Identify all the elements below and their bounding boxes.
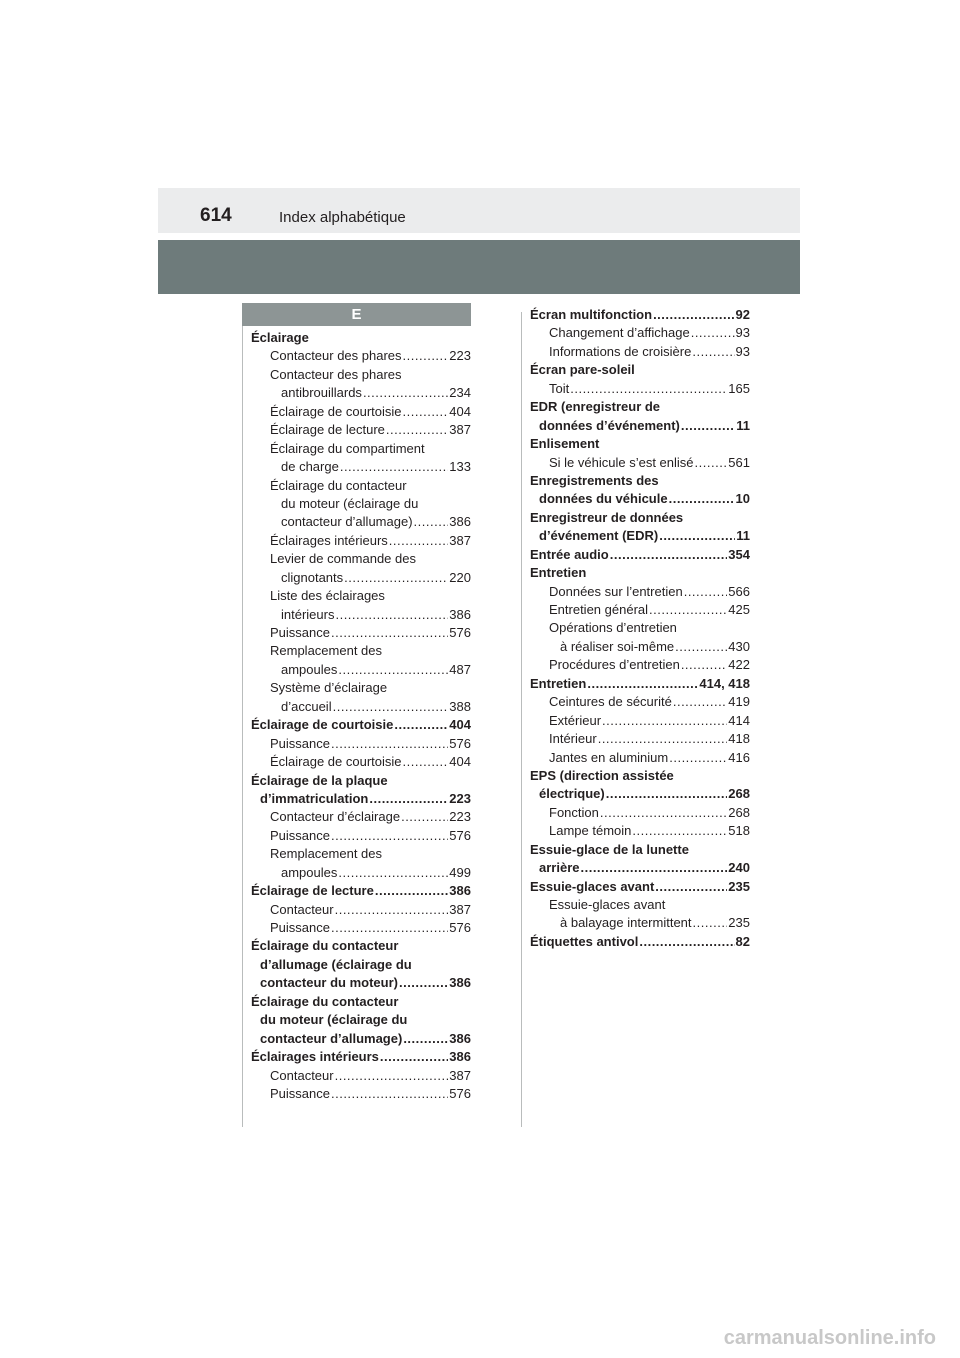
entry-text: Essuie-glace de la lunette bbox=[530, 841, 689, 857]
page-reference: 223 bbox=[449, 790, 471, 806]
index-subentry bbox=[251, 808, 471, 826]
dot-leader bbox=[606, 785, 728, 803]
index-subentry bbox=[530, 583, 750, 601]
entry-text: ampoules bbox=[281, 864, 338, 880]
index-subentry bbox=[530, 380, 750, 398]
dot-leader bbox=[653, 306, 734, 324]
page-reference: 268 bbox=[728, 786, 750, 802]
index-subentry bbox=[251, 624, 471, 642]
page-reference: 386 bbox=[449, 1049, 471, 1065]
entry-text: de charge bbox=[281, 459, 339, 475]
page-reference: 92 bbox=[735, 307, 750, 322]
entry-text: Remplacement des bbox=[270, 846, 382, 862]
index-entry bbox=[251, 772, 471, 790]
page-reference: 576 bbox=[449, 625, 471, 640]
dot-leader bbox=[632, 822, 727, 840]
entry-text: Éclairage de courtoisie bbox=[251, 717, 394, 733]
entry-text: Jantes en aluminium bbox=[549, 749, 669, 765]
index-entry bbox=[530, 675, 750, 693]
entry-text: Opérations d’entretien bbox=[549, 620, 677, 636]
page-reference: 235 bbox=[728, 878, 750, 894]
index-subentry bbox=[251, 421, 471, 439]
entry-text: Si le véhicule s’est enlisé bbox=[549, 454, 694, 470]
index-subentry bbox=[251, 477, 471, 495]
index-entry bbox=[530, 527, 750, 545]
page-reference: 93 bbox=[735, 343, 750, 359]
entry-text: Éclairages intérieurs bbox=[270, 532, 388, 548]
index-subentry bbox=[251, 845, 471, 863]
page-reference: 499 bbox=[449, 864, 471, 880]
index-subentry bbox=[251, 495, 471, 513]
dot-leader bbox=[394, 716, 448, 734]
entry-text: d’immatriculation bbox=[260, 790, 369, 806]
index-subentry bbox=[530, 454, 750, 472]
entry-text: Ceintures de sécurité bbox=[549, 694, 672, 710]
entry-text: Éclairage du contacteur bbox=[251, 938, 399, 954]
entry-text: Éclairage du compartiment bbox=[270, 440, 425, 456]
page-reference: 354 bbox=[728, 546, 750, 562]
entry-text: Essuie-glaces avant bbox=[549, 897, 666, 912]
entry-text: Fonction bbox=[549, 804, 599, 820]
dot-leader bbox=[695, 454, 728, 472]
page-reference: 386 bbox=[449, 883, 471, 899]
index-subentry bbox=[251, 550, 471, 568]
index-subentry bbox=[251, 513, 471, 531]
entry-text: Extérieur bbox=[549, 712, 602, 728]
entry-text: Contacteur bbox=[270, 1067, 334, 1083]
index-entry bbox=[530, 306, 750, 324]
index-subentry bbox=[530, 656, 750, 674]
index-subentry bbox=[530, 601, 750, 619]
page-reference: 11 bbox=[736, 528, 750, 544]
index-subentry bbox=[251, 642, 471, 660]
index-subentry bbox=[251, 569, 471, 587]
page-reference: 425 bbox=[728, 602, 750, 617]
dot-leader bbox=[414, 513, 449, 531]
index-entry bbox=[251, 1048, 471, 1066]
dot-leader bbox=[403, 403, 449, 421]
entry-text: Système d’éclairage bbox=[270, 680, 388, 696]
dot-leader bbox=[331, 624, 448, 642]
index-entry bbox=[251, 974, 471, 992]
dot-leader bbox=[580, 859, 727, 877]
entry-text: ampoules bbox=[281, 661, 338, 677]
dot-leader bbox=[692, 343, 734, 361]
index-subentry bbox=[251, 753, 471, 771]
dot-leader bbox=[570, 380, 727, 398]
entry-text: arrière bbox=[539, 860, 580, 876]
dot-leader bbox=[403, 753, 449, 771]
mid-column-rule bbox=[521, 312, 522, 1127]
page-reference: 388 bbox=[449, 698, 471, 714]
section-letter: E bbox=[242, 303, 471, 326]
page-reference: 234 bbox=[449, 385, 471, 401]
entry-text: Contacteur d’éclairage bbox=[270, 809, 401, 825]
page-reference: 518 bbox=[728, 823, 750, 839]
page-reference: 235 bbox=[728, 915, 750, 931]
index-entry bbox=[530, 361, 750, 379]
index-subentry bbox=[251, 679, 471, 697]
entry-text: intérieurs bbox=[281, 606, 335, 622]
index-subentry bbox=[251, 458, 471, 476]
entry-text: Éclairage de courtoisie bbox=[270, 754, 402, 770]
index-subentry bbox=[530, 804, 750, 822]
dot-leader bbox=[333, 698, 449, 716]
index-subentry bbox=[251, 366, 471, 384]
index-subentry bbox=[530, 324, 750, 342]
index-entry bbox=[530, 435, 750, 453]
entry-text: Écran multifonction bbox=[530, 307, 653, 322]
page-reference: 223 bbox=[449, 348, 471, 364]
dot-leader bbox=[331, 1085, 448, 1103]
page-reference: 387 bbox=[449, 532, 471, 548]
grey-band bbox=[158, 240, 800, 294]
entry-text: Toit bbox=[549, 380, 570, 396]
dot-leader bbox=[331, 919, 448, 937]
entry-text: Enregistreur de données bbox=[530, 509, 684, 525]
entry-text: Lampe témoin bbox=[549, 823, 632, 839]
entry-text: EDR (enregistreur de bbox=[530, 399, 661, 415]
page-reference: 576 bbox=[449, 735, 471, 751]
index-entry bbox=[251, 937, 471, 955]
left-column-rule bbox=[242, 326, 243, 1127]
page-reference: 576 bbox=[449, 1085, 471, 1101]
entry-text: Liste des éclairages bbox=[270, 588, 385, 604]
entry-text: Levier de commande des bbox=[270, 551, 416, 567]
page-reference: 404 bbox=[449, 403, 471, 419]
index-entry bbox=[530, 564, 750, 582]
index-entry bbox=[530, 878, 750, 896]
index-entry bbox=[530, 472, 750, 490]
dot-leader bbox=[681, 417, 735, 435]
index-subentry bbox=[251, 901, 471, 919]
page-reference: 387 bbox=[449, 422, 471, 438]
index-entry bbox=[530, 841, 750, 859]
index-subentry bbox=[251, 384, 471, 402]
dot-leader bbox=[335, 1067, 449, 1085]
index-subentry bbox=[251, 864, 471, 882]
dot-leader bbox=[335, 606, 448, 624]
entry-text: Données sur l’entretien bbox=[549, 583, 683, 599]
entry-text: Procédures d’entretien bbox=[549, 657, 680, 673]
entry-text: du moteur (éclairage du bbox=[281, 495, 419, 511]
dot-leader bbox=[693, 914, 728, 932]
index-subentry bbox=[530, 638, 750, 656]
dot-leader bbox=[673, 693, 727, 711]
index-entry bbox=[251, 790, 471, 808]
entry-text: Intérieur bbox=[549, 731, 597, 747]
entry-text: Étiquettes antivol bbox=[530, 933, 639, 949]
page-reference: 386 bbox=[449, 975, 471, 991]
entry-text: Enlisement bbox=[530, 436, 600, 452]
entry-text: Enregistrements des bbox=[530, 472, 659, 488]
entry-text: Contacteur bbox=[270, 901, 334, 917]
dot-leader bbox=[344, 569, 448, 587]
index-entry bbox=[530, 859, 750, 877]
entry-text: Puissance bbox=[270, 1085, 330, 1101]
page-reference: 386 bbox=[449, 514, 471, 530]
entry-text: EPS (direction assistée bbox=[530, 767, 674, 783]
dot-leader bbox=[669, 749, 727, 767]
page-reference: 240 bbox=[728, 860, 750, 876]
index-subentry bbox=[251, 403, 471, 421]
dot-leader bbox=[587, 675, 698, 693]
dot-leader bbox=[401, 808, 448, 826]
index-entry bbox=[251, 1030, 471, 1048]
entry-text: Essuie-glaces avant bbox=[530, 878, 655, 894]
page-reference: 268 bbox=[728, 804, 750, 820]
index-subentry bbox=[251, 1085, 471, 1103]
entry-text: électrique) bbox=[539, 786, 605, 802]
entry-text: d’accueil bbox=[281, 698, 332, 714]
entry-text: contacteur d’allumage) bbox=[281, 514, 413, 530]
page-reference: 414 bbox=[728, 712, 750, 728]
page-reference: 419 bbox=[728, 694, 750, 710]
index-entry bbox=[530, 417, 750, 435]
dot-leader bbox=[331, 827, 448, 845]
entry-text: contacteur d’allumage) bbox=[260, 1030, 403, 1046]
dot-leader bbox=[684, 583, 728, 601]
entry-text: Puissance bbox=[270, 920, 330, 935]
dot-leader bbox=[675, 638, 727, 656]
index-entry bbox=[251, 882, 471, 900]
dot-leader bbox=[403, 347, 449, 365]
entry-text: données du véhicule bbox=[539, 491, 668, 507]
entry-text: clignotants bbox=[281, 569, 344, 585]
page-reference: 82 bbox=[735, 933, 750, 949]
dot-leader bbox=[375, 882, 448, 900]
index-entry bbox=[251, 329, 471, 347]
index-subentry bbox=[251, 587, 471, 605]
index-entry bbox=[530, 546, 750, 564]
index-subentry bbox=[530, 619, 750, 637]
entry-text: Éclairage du contacteur bbox=[270, 477, 407, 493]
dot-leader bbox=[659, 527, 735, 545]
index-subentry bbox=[530, 822, 750, 840]
page-reference: 576 bbox=[449, 827, 471, 843]
dot-leader bbox=[386, 421, 448, 439]
index-entry bbox=[251, 716, 471, 734]
entry-text: à balayage intermittent bbox=[560, 915, 692, 931]
page-reference: 133 bbox=[449, 459, 471, 475]
page-reference: 220 bbox=[449, 569, 471, 585]
entry-text: à réaliser soi-même bbox=[560, 638, 675, 654]
index-entry bbox=[530, 767, 750, 785]
entry-text: Informations de croisière bbox=[549, 343, 692, 359]
dot-leader bbox=[338, 864, 448, 882]
dot-leader bbox=[655, 878, 727, 896]
entry-text: du moteur (éclairage du bbox=[260, 1012, 408, 1028]
index-subentry bbox=[530, 896, 750, 914]
entry-text: Écran pare-soleil bbox=[530, 362, 635, 378]
dot-leader bbox=[598, 730, 728, 748]
index-entry bbox=[530, 785, 750, 803]
index-subentry bbox=[251, 661, 471, 679]
entry-text: Éclairage de la plaque bbox=[251, 772, 388, 788]
entry-text: antibrouillards bbox=[281, 385, 362, 401]
entry-text: Contacteur des phares bbox=[270, 366, 402, 382]
index-subentry bbox=[251, 919, 471, 937]
page-reference: 576 bbox=[449, 920, 471, 935]
index-subentry bbox=[251, 440, 471, 458]
index-entry bbox=[530, 398, 750, 416]
page-reference: 387 bbox=[449, 1067, 471, 1083]
entry-text: Contacteur des phares bbox=[270, 348, 402, 364]
entry-text: Éclairage de lecture bbox=[270, 422, 385, 438]
index-entry bbox=[530, 490, 750, 508]
dot-leader bbox=[649, 601, 727, 619]
page-reference: 416 bbox=[728, 749, 750, 765]
page-reference: 10 bbox=[735, 491, 750, 507]
page-reference: 223 bbox=[449, 809, 471, 825]
entry-text: Entretien bbox=[530, 565, 587, 581]
index-subentry bbox=[530, 730, 750, 748]
page-reference: 414, 418 bbox=[699, 675, 750, 691]
page-number: 614 bbox=[200, 205, 232, 226]
entry-text: d’événement (EDR) bbox=[539, 528, 659, 544]
dot-leader bbox=[380, 1048, 448, 1066]
index-subentry bbox=[251, 1067, 471, 1085]
dot-leader bbox=[403, 1030, 448, 1048]
entry-text: Entrée audio bbox=[530, 546, 609, 562]
entry-text: Éclairages intérieurs bbox=[251, 1049, 379, 1065]
index-subentry bbox=[251, 827, 471, 845]
page-reference: 386 bbox=[449, 606, 471, 622]
index-subentry bbox=[530, 343, 750, 361]
entry-text: Éclairage du contacteur bbox=[251, 993, 399, 1009]
dot-leader bbox=[610, 546, 728, 564]
dot-leader bbox=[369, 790, 448, 808]
index-entry bbox=[530, 933, 750, 951]
page-reference: 561 bbox=[728, 454, 750, 470]
index-column-right bbox=[530, 306, 750, 951]
dot-leader bbox=[331, 735, 448, 753]
page-reference: 487 bbox=[449, 661, 471, 677]
watermark: carmanualsonline.info bbox=[723, 1327, 936, 1349]
entry-text: Éclairage de lecture bbox=[251, 883, 374, 899]
entry-text: Entretien général bbox=[549, 602, 649, 617]
entry-text: d’allumage (éclairage du bbox=[260, 956, 412, 972]
entry-text: Remplacement des bbox=[270, 643, 382, 659]
entry-text: Changement d’affichage bbox=[549, 325, 690, 341]
entry-text: Puissance bbox=[270, 625, 330, 640]
dot-leader bbox=[639, 933, 734, 951]
index-entry bbox=[251, 993, 471, 1011]
index-entry bbox=[530, 509, 750, 527]
page-reference: 418 bbox=[728, 731, 750, 747]
index-entry bbox=[251, 956, 471, 974]
dot-leader bbox=[681, 656, 727, 674]
entry-text: Puissance bbox=[270, 827, 330, 843]
entry-text: Éclairage bbox=[251, 330, 309, 345]
dot-leader bbox=[600, 804, 727, 822]
page-reference: 11 bbox=[736, 417, 750, 433]
dot-leader bbox=[399, 974, 448, 992]
index-entry bbox=[251, 1011, 471, 1029]
dot-leader bbox=[340, 458, 448, 476]
page-reference: 422 bbox=[728, 657, 750, 673]
page-reference: 165 bbox=[728, 380, 750, 396]
dot-leader bbox=[389, 532, 449, 550]
dot-leader bbox=[338, 661, 448, 679]
index-subentry bbox=[530, 749, 750, 767]
dot-leader bbox=[691, 324, 735, 342]
entry-text: contacteur du moteur) bbox=[260, 975, 398, 991]
page-title: Index alphabétique bbox=[279, 209, 406, 226]
page-reference: 387 bbox=[449, 901, 471, 917]
index-column-left bbox=[251, 329, 471, 1103]
header-band bbox=[158, 188, 800, 233]
page-reference: 404 bbox=[449, 754, 471, 770]
index-subentry bbox=[251, 532, 471, 550]
index-subentry bbox=[530, 712, 750, 730]
entry-text: Éclairage de courtoisie bbox=[270, 403, 402, 419]
index-subentry bbox=[251, 347, 471, 365]
entry-text: Puissance bbox=[270, 735, 330, 751]
index-subentry bbox=[251, 698, 471, 716]
dot-leader bbox=[363, 384, 448, 402]
page-reference: 93 bbox=[735, 325, 750, 341]
entry-text: données d’événement) bbox=[539, 417, 680, 433]
page-reference: 430 bbox=[728, 638, 750, 654]
page-reference: 566 bbox=[728, 583, 750, 599]
dot-leader bbox=[669, 490, 735, 508]
page-reference: 404 bbox=[449, 717, 471, 733]
entry-text: Entretien bbox=[530, 675, 587, 691]
dot-leader bbox=[335, 901, 449, 919]
index-subentry bbox=[251, 606, 471, 624]
dot-leader bbox=[602, 712, 727, 730]
page-reference: 386 bbox=[449, 1030, 471, 1046]
index-subentry bbox=[530, 914, 750, 932]
index-subentry bbox=[251, 735, 471, 753]
index-subentry bbox=[530, 693, 750, 711]
